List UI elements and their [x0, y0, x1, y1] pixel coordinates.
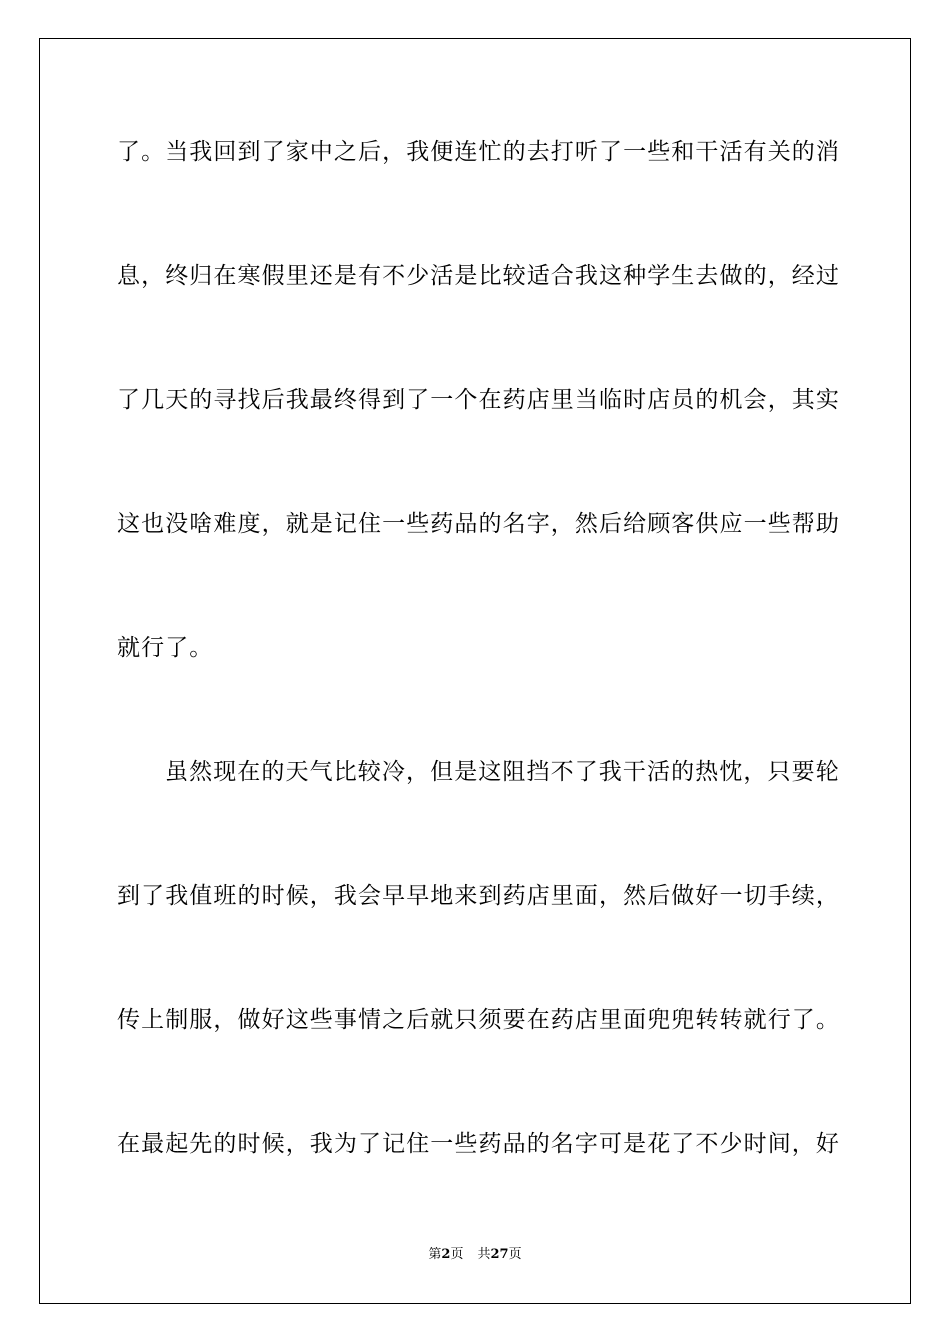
footer-page-prefix: 第 — [428, 1247, 442, 1262]
page-border — [39, 38, 911, 1304]
text-line: 在最起先的时候，我为了记住一些药品的名字可是花了不少时间，好 — [117, 1131, 840, 1157]
footer-total-pages: 27 — [490, 1247, 509, 1262]
page-footer — [0, 1246, 950, 1264]
text-line: 了几天的寻找后我最终得到了一个在药店里当临时店员的机会，其实 — [117, 387, 840, 413]
text-line: 传上制服，做好这些事情之后就只须要在药店里面兜兜转转就行了。 — [117, 1007, 840, 1033]
text-line: 就行了。 — [117, 635, 214, 661]
text-line: 到了我值班的时候，我会早早地来到药店里面，然后做好一切手续， — [117, 883, 840, 909]
footer-page-number: 2 — [441, 1247, 451, 1262]
footer-total-prefix: 共 — [477, 1247, 491, 1262]
text-line: 息，终归在寒假里还是有不少活是比较适合我这种学生去做的，经过 — [117, 263, 840, 289]
footer-page-suffix: 页 — [450, 1247, 464, 1262]
text-line: 这也没啥难度，就是记住一些药品的名字，然后给顾客供应一些帮助 — [117, 511, 840, 537]
text-line: 了。当我回到了家中之后，我便连忙的去打听了一些和干活有关的消 — [117, 139, 840, 165]
footer-total-suffix: 页 — [508, 1247, 522, 1262]
paragraph-first-line: 虽然现在的天气比较冷，但是这阻挡不了我干活的热忱，只要轮 — [165, 759, 840, 785]
